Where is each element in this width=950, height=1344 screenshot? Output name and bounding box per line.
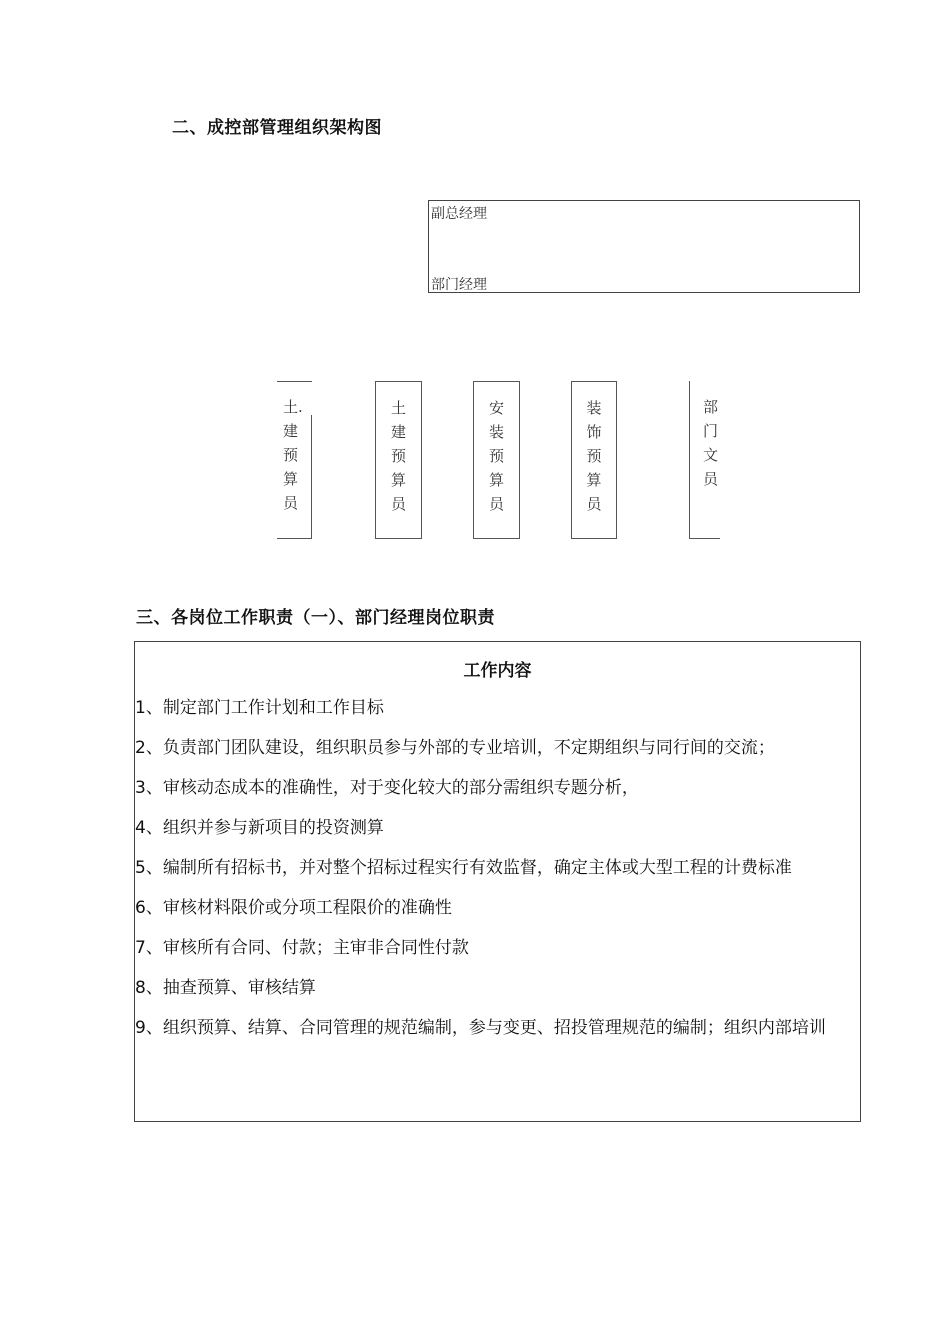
post-civil-budget-1 (277, 381, 312, 539)
post-char: 员 (586, 495, 602, 513)
post-char: 土 (390, 399, 406, 417)
post-char: 装 (586, 399, 602, 417)
deputy-gm-label: 副总经理 (431, 206, 487, 222)
duty-item: 8、抽查预算、审核结算 (135, 978, 316, 998)
post-char: 装 (488, 423, 504, 441)
duty-item: 3、审核动态成本的准确性，对于变化较大的部分需组织专题分析， (135, 778, 639, 798)
post-decoration-budget (571, 381, 617, 539)
duty-list (135, 688, 856, 1048)
duty-item: 9、组织预算、结算、合同管理的规范编制，参与变更、招投管理规范的编制；组织内部培训 (135, 1018, 826, 1038)
duty-item: 1、制定部门工作计划和工作目标 (135, 698, 384, 718)
post-char: 建 (283, 422, 299, 440)
org-chart-title: 二、成控部管理组织架构图 (172, 118, 382, 138)
post-char: 员 (390, 495, 406, 513)
post-char: 预 (488, 447, 504, 465)
post-char: 员 (283, 494, 299, 512)
duty-item: 2、负责部门团队建设，组织职员参与外部的专业培训，不定期组织与同行间的交流； (135, 738, 775, 758)
post-dept-clerk (689, 381, 720, 539)
post-char: 土. (283, 398, 303, 416)
post-char: 建 (390, 423, 406, 441)
post-char: 员 (702, 470, 718, 488)
post-char: 算 (390, 471, 406, 489)
post-civil-budget-2 (375, 381, 422, 539)
table-header: 工作内容 (463, 661, 532, 681)
duty-item: 7、审核所有合同、付款；主审非合同性付款 (135, 938, 469, 958)
dept-manager-label: 部门经理 (431, 277, 487, 293)
manager-box (428, 200, 860, 293)
post-char: 算 (283, 470, 299, 488)
post-char: 预 (283, 446, 299, 464)
post-char: 预 (586, 447, 602, 465)
post-char: 饰 (586, 423, 602, 441)
duties-section-title: 三、各岗位工作职责（一）、部门经理岗位职责 (136, 608, 495, 628)
duty-item: 4、组织并参与新项目的投资测算 (135, 818, 384, 838)
post-char: 门 (702, 422, 718, 440)
post-char: 算 (488, 471, 504, 489)
duties-table (134, 641, 861, 1122)
post-char: 算 (586, 471, 602, 489)
duty-item: 6、审核材料限价或分项工程限价的准确性 (135, 898, 452, 918)
duty-item: 5、编制所有招标书，并对整个招标过程实行有效监督，确定主体或大型工程的计费标准 (135, 858, 792, 878)
post-char: 员 (488, 495, 504, 513)
post-install-budget (473, 381, 520, 539)
post-char: 文 (702, 446, 718, 464)
post-char: 部 (702, 398, 718, 416)
post-char: 安 (488, 399, 504, 417)
post-char: 预 (390, 447, 406, 465)
